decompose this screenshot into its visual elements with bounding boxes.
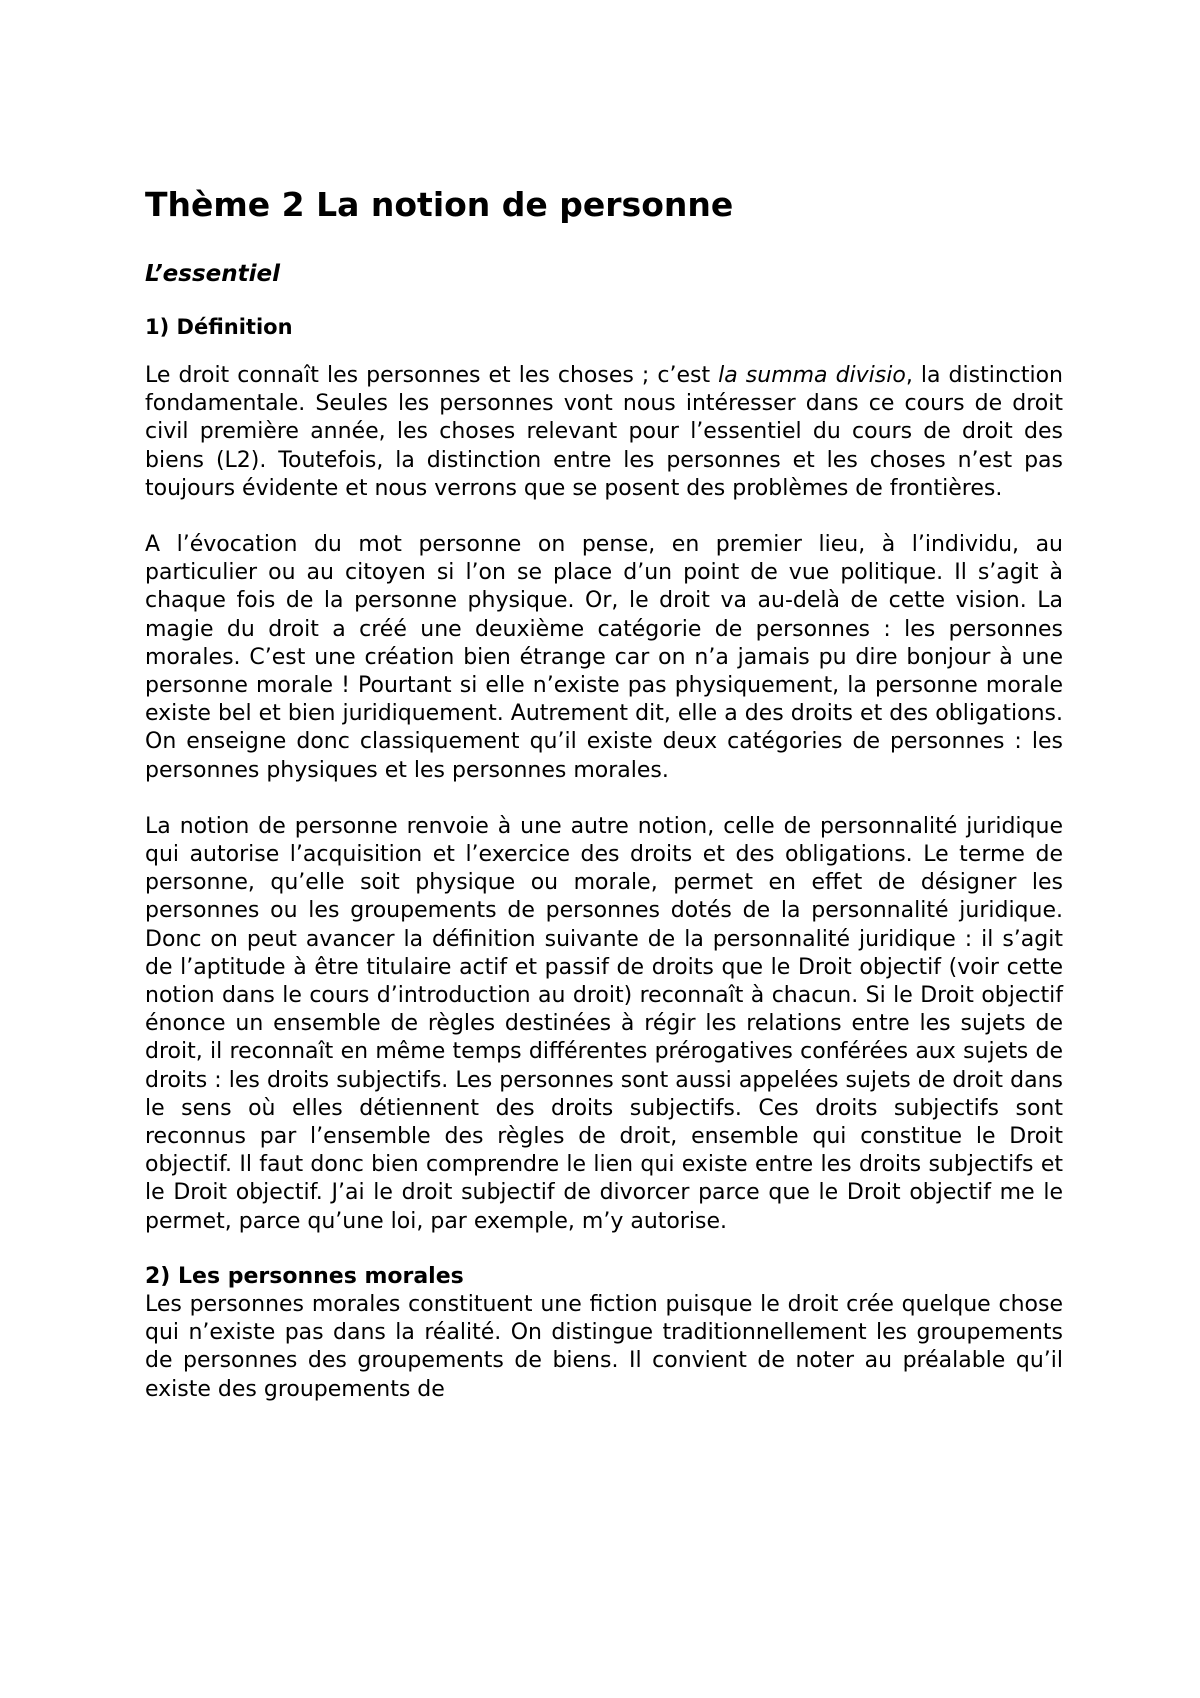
italic-term: la summa divisio — [718, 363, 906, 388]
paragraph-fiction: Les personnes morales constituent une fiction puisque le droit crée quelque chose qui n’existe pas dans la réalité. On distingue traditionnellement les groupements de personnes des groupements de biens. Il convient de noter au préalable qu’il existe des groupements de — [145, 1291, 1063, 1402]
paragraph-personne-morale: A l’évocation du mot personne on pense, en premier lieu, à l’individu, au particulier ou au citoyen si l’on se place d’un point de vue politique. Il s’agit à chaque fois de la personne physique. Or, le droit va au-delà de cette vision. La magie du droit a créé une deuxième catégorie de personnes : les personnes morales. C’est une création bien étrange car on n’a jamais pu dire bonjour à une personne morale ! Pourtant si elle n’existe pas physiquement, la personne morale existe bel et bien juridiquement. Autrement dit, elle a des droits et des obligations. On enseigne donc classiquement qu’il existe deux catégories de personnes : les personnes physiques et les personnes morales. — [145, 532, 1063, 783]
document-page — [145, 182, 1063, 1404]
document-subtitle: L’essentiel — [145, 261, 280, 287]
document-title: Thème 2 La notion de personne — [145, 185, 734, 224]
paragraph-text: , la distinction fondamentale. Seules les personnes vont nous intéresser dans ce cours de droit civil première année, les choses relevant pour l’essentiel du cours de droit des biens (L2). Toutefois, la distinction entre les personnes et les choses n’est pas toujours évidente et nous verrons que se posent des problèmes de frontières. — [145, 363, 1063, 501]
section-heading-definition: 1) Définition — [145, 315, 293, 339]
paragraph-text: Le droit connaît les personnes et les choses ; c’est — [145, 363, 719, 388]
paragraph-summa-divisio — [145, 362, 1063, 503]
section-heading-personnes-morales: 2) Les personnes morales — [145, 1263, 464, 1289]
paragraph-personnalite-juridique: La notion de personne renvoie à une autre notion, celle de personnalité juridique qui autorise l’acquisition et l’exercice des droits et des obligations. Le terme de personne, qu’elle soit physique ou morale, permet en effet de désigner les personnes ou les groupements de personnes dotés de la personnalité juridique. Donc on peut avancer la définition suivante de la personnalité juridique : il s’agit de l’aptitude à être titulaire actif et passif de droits que le Droit objectif (voir cette notion dans le cours d’introduction au droit) reconnaît à chacun. Si le Droit objectif énonce un ensemble de règles destinées à régir les relations entre les sujets de droit, il reconnaît en même temps différentes prérogatives conférées aux sujets de droits : les droits subjectifs. Les personnes sont aussi appelées sujets de droit dans le sens où elles détiennent des droits subjectifs. Ces droits subjectifs sont reconnus par l’ensemble des règles de droit, ensemble qui constitue le Droit objectif. Il faut donc bien comprendre le lien qui existe entre les droits subjectifs et le Droit objectif. J’ai le droit subjectif de divorcer parce que le Droit objectif me le permet, parce qu’une loi, par exemple, m’y autorise. — [145, 813, 1063, 1234]
